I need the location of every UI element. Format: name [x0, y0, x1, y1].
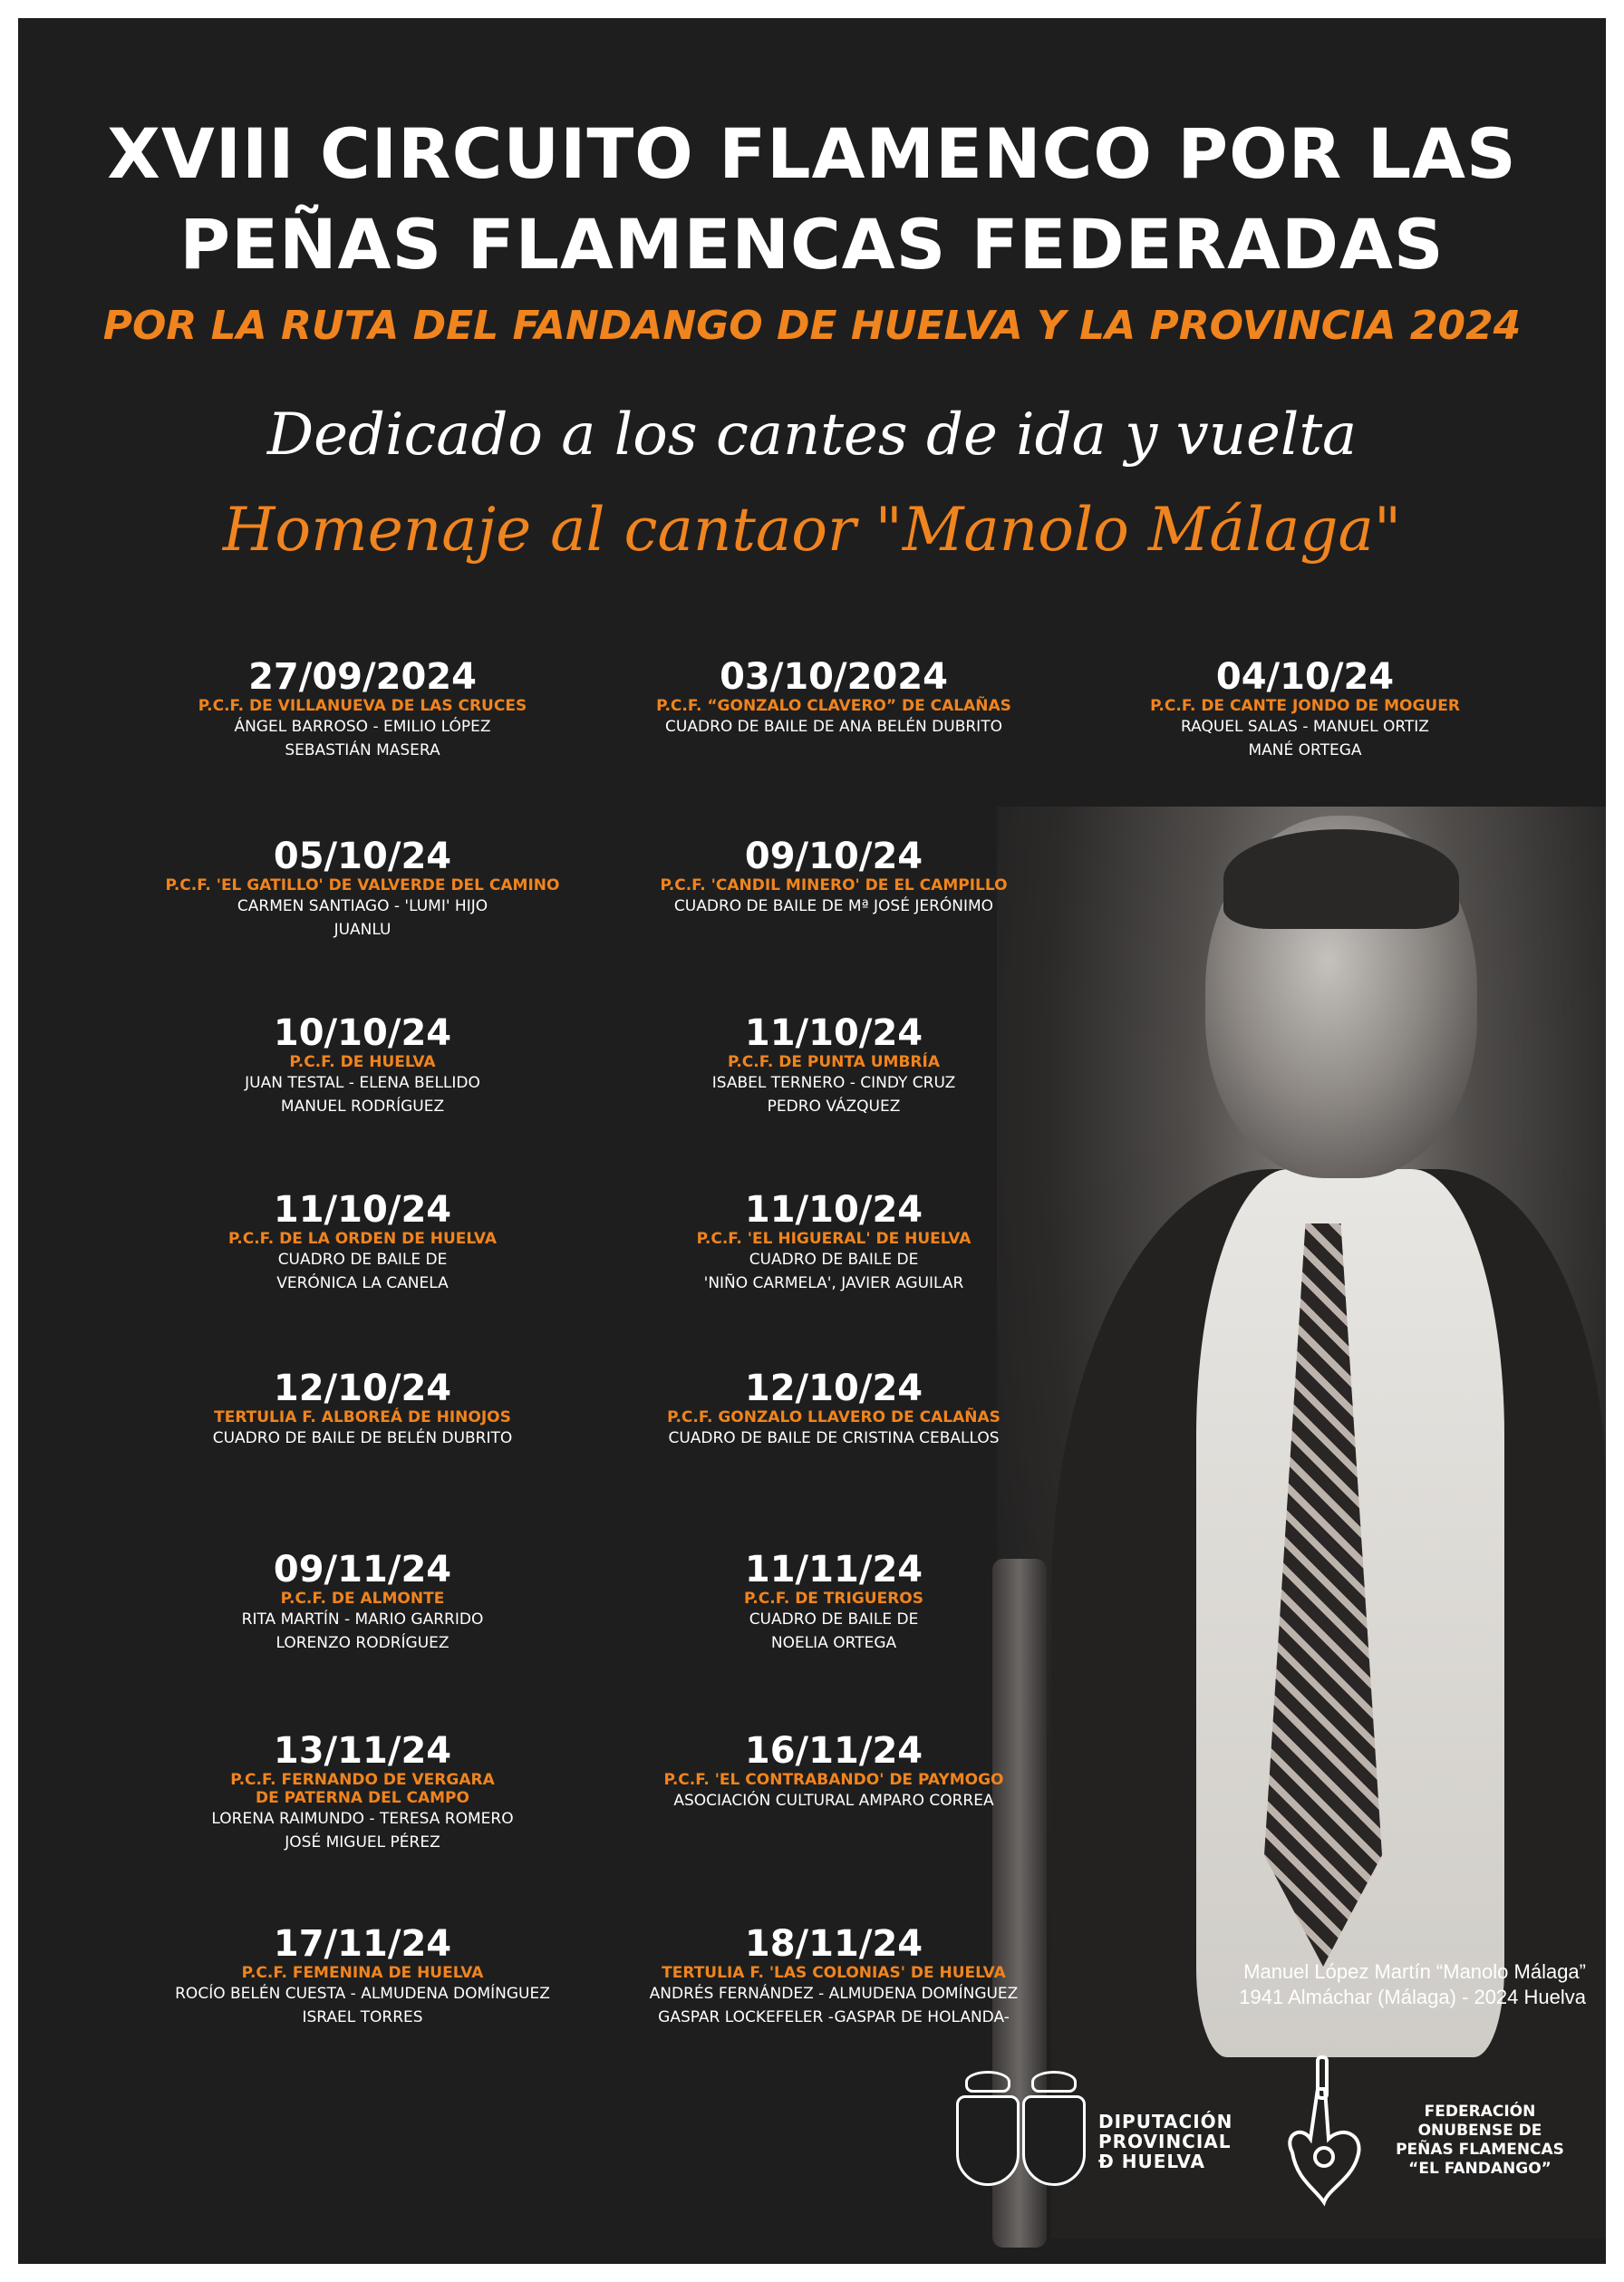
event-performers: CUADRO DE BAILE DE: [749, 1251, 919, 1269]
event-date: 05/10/24: [273, 836, 452, 877]
event-venue: P.C.F. 'EL GATILLO' DE VALVERDE DEL CAMINO: [165, 876, 560, 894]
homage-line: Homenaje al cantaor "Manolo Málaga": [222, 495, 1402, 565]
federacion-line-2: ONUBENSE DE: [1417, 2122, 1542, 2140]
dedication-line: Dedicado a los cantes de ida y vuelta: [266, 401, 1358, 469]
event-performers: NOELIA ORTEGA: [770, 1634, 897, 1652]
event-date: 11/10/24: [744, 1189, 923, 1231]
event-item: [580, 1013, 1088, 1118]
event-performers: CARMEN SANTIAGO - 'LUMI' HIJO: [237, 897, 488, 915]
event-venue: P.C.F. “GONZALO CLAVERO” DE CALAÑAS: [656, 697, 1011, 715]
event-date: 11/10/24: [744, 1012, 923, 1054]
event-date: 10/10/24: [273, 1012, 452, 1054]
event-item: [109, 1924, 616, 2029]
event-performers: CUADRO DE BAILE DE BELÉN DUBRITO: [212, 1429, 513, 1447]
event-venue: P.C.F. GONZALO LLAVERO DE CALAÑAS: [667, 1408, 1000, 1426]
event-date: 09/11/24: [273, 1549, 452, 1591]
event-item: [109, 1550, 616, 1655]
photo-caption-dates: 1941 Almáchar (Málaga) - 2024 Huelva: [1239, 1986, 1586, 2008]
event-performers: RAQUEL SALAS - MANUEL ORTIZ: [1181, 718, 1429, 736]
event-venue: DE PATERNA DEL CAMPO: [256, 1789, 469, 1807]
event-performers: CUADRO DE BAILE DE CRISTINA CEBALLOS: [668, 1429, 1000, 1447]
event-item: [580, 1550, 1088, 1655]
event-item: [109, 657, 616, 762]
event-performers: ÁNGEL BARROSO - EMILIO LÓPEZ: [234, 718, 491, 736]
event-performers: ASOCIACIÓN CULTURAL AMPARO CORREA: [673, 1792, 994, 1810]
event-venue: P.C.F. DE VILLANUEVA DE LAS CRUCES: [198, 697, 527, 715]
event-date: 18/11/24: [744, 1923, 923, 1965]
event-item: [580, 657, 1088, 739]
event-item: [109, 836, 616, 942]
event-performers: CUADRO DE BAILE DE ANA BELÉN DUBRITO: [665, 718, 1002, 736]
event-performers: CUADRO DE BAILE DE: [749, 1610, 919, 1629]
event-venue: P.C.F. FEMENINA DE HUELVA: [241, 1964, 484, 1982]
poster-subtitle: POR LA RUTA DEL FANDANGO DE HUELVA Y LA PROVINCIA 2024: [102, 303, 1522, 349]
crest-icon: [956, 2095, 1020, 2186]
event-performers: MANUEL RODRÍGUEZ: [280, 1097, 445, 1116]
event-date: 04/10/24: [1215, 656, 1395, 698]
event-venue: TERTULIA F. ALBOREÁ DE HINOJOS: [214, 1408, 511, 1426]
event-venue: P.C.F. DE TRIGUEROS: [743, 1590, 924, 1608]
event-date: 09/10/24: [744, 836, 923, 877]
event-performers: CUADRO DE BAILE DE Mª JOSÉ JERÓNIMO: [673, 897, 994, 915]
event-performers: ISRAEL TORRES: [302, 2008, 423, 2026]
event-performers: PEDRO VÁZQUEZ: [767, 1097, 901, 1116]
event-performers: LORENA RAIMUNDO - TERESA ROMERO: [211, 1810, 514, 1828]
event-venue: P.C.F. DE LA ORDEN DE HUELVA: [227, 1230, 498, 1248]
event-venue: P.C.F. DE ALMONTE: [280, 1590, 445, 1608]
poster: [18, 18, 1606, 2264]
photo-caption-name: Manuel López Martín “Manolo Málaga”: [1243, 1960, 1586, 1983]
event-performers: JUANLU: [334, 921, 392, 939]
event-venue: P.C.F. DE CANTE JONDO DE MOGUER: [1150, 697, 1460, 715]
event-item: [109, 1368, 616, 1450]
federacion-text: [1358, 2103, 1602, 2179]
event-performers: SEBASTIÁN MASERA: [285, 741, 440, 759]
event-performers: ISABEL TERNERO - CINDY CRUZ: [711, 1074, 956, 1092]
event-item: [580, 1190, 1088, 1295]
crown-icon: [1031, 2071, 1077, 2093]
federacion-line-1: FEDERACIÓN: [1424, 2103, 1536, 2121]
event-venue: P.C.F. FERNANDO DE VERGARA: [230, 1771, 495, 1789]
event-performers: LORENZO RODRÍGUEZ: [276, 1634, 450, 1652]
poster-title: [18, 109, 1606, 290]
event-item: [109, 1190, 616, 1295]
event-date: 27/09/2024: [248, 656, 477, 698]
event-item: [109, 1731, 616, 1854]
event-date: 16/11/24: [744, 1730, 923, 1772]
event-date: 03/10/2024: [720, 656, 948, 698]
event-date: 11/10/24: [273, 1189, 452, 1231]
diputacion-line-3: Ð HUELVA: [1098, 2151, 1205, 2172]
event-venue: P.C.F. DE HUELVA: [289, 1053, 436, 1071]
diputacion-text: [1098, 2112, 1232, 2171]
event-date: 12/10/24: [744, 1368, 923, 1409]
event-venue: P.C.F. DE PUNTA UMBRÍA: [728, 1053, 940, 1071]
event-performers: JOSÉ MIGUEL PÉREZ: [285, 1833, 440, 1852]
event-venue: TERTULIA F. 'LAS COLONIAS' DE HUELVA: [662, 1964, 1006, 1982]
title-line-1: XVIII CIRCUITO FLAMENCO POR LAS: [107, 113, 1517, 194]
event-performers: 'NIÑO CARMELA', JAVIER AGUILAR: [703, 1274, 964, 1292]
event-date: 12/10/24: [273, 1368, 452, 1409]
event-date: 11/11/24: [744, 1549, 923, 1591]
event-performers: RITA MARTÍN - MARIO GARRIDO: [241, 1610, 484, 1629]
event-performers: GASPAR LOCKEFELER -GASPAR DE HOLANDA-: [658, 2008, 1010, 2026]
federacion-line-4: “EL FANDANGO”: [1408, 2160, 1552, 2178]
event-performers: ANDRÉS FERNÁNDEZ - ALMUDENA DOMÍNGUEZ: [649, 1985, 1019, 2003]
event-performers: CUADRO DE BAILE DE: [277, 1251, 448, 1269]
diputacion-line-1: DIPUTACIÓN: [1098, 2111, 1233, 2132]
event-performers: MANÉ ORTEGA: [1248, 741, 1362, 759]
portrait-hair: [1223, 829, 1459, 929]
event-date: 13/11/24: [273, 1730, 452, 1772]
event-venue: P.C.F. 'EL CONTRABANDO' DE PAYMOGO: [663, 1771, 1004, 1789]
event-performers: ROCÍO BELÉN CUESTA - ALMUDENA DOMÍNGUEZ: [175, 1985, 550, 2003]
event-date: 17/11/24: [273, 1923, 452, 1965]
crest-icon: [1022, 2095, 1086, 2186]
event-venue: P.C.F. 'EL HIGUERAL' DE HUELVA: [696, 1230, 972, 1248]
title-line-2: PEÑAS FLAMENCAS FEDERADAS: [179, 204, 1445, 285]
event-performers: VERÓNICA LA CANELA: [276, 1274, 449, 1292]
event-item: [1051, 657, 1559, 762]
diputacion-line-2: PROVINCIAL: [1098, 2131, 1232, 2152]
event-item: [580, 1924, 1088, 2029]
federacion-line-3: PEÑAS FLAMENCAS: [1396, 2141, 1564, 2159]
photo-caption: [1160, 1959, 1586, 2010]
event-venue: P.C.F. 'CANDIL MINERO' DE EL CAMPILLO: [660, 876, 1008, 894]
event-item: [580, 1731, 1088, 1813]
event-item: [109, 1013, 616, 1118]
event-item: [580, 836, 1088, 918]
event-item: [580, 1368, 1088, 1450]
crown-icon: [965, 2071, 1010, 2093]
event-performers: JUAN TESTAL - ELENA BELLIDO: [245, 1074, 480, 1092]
